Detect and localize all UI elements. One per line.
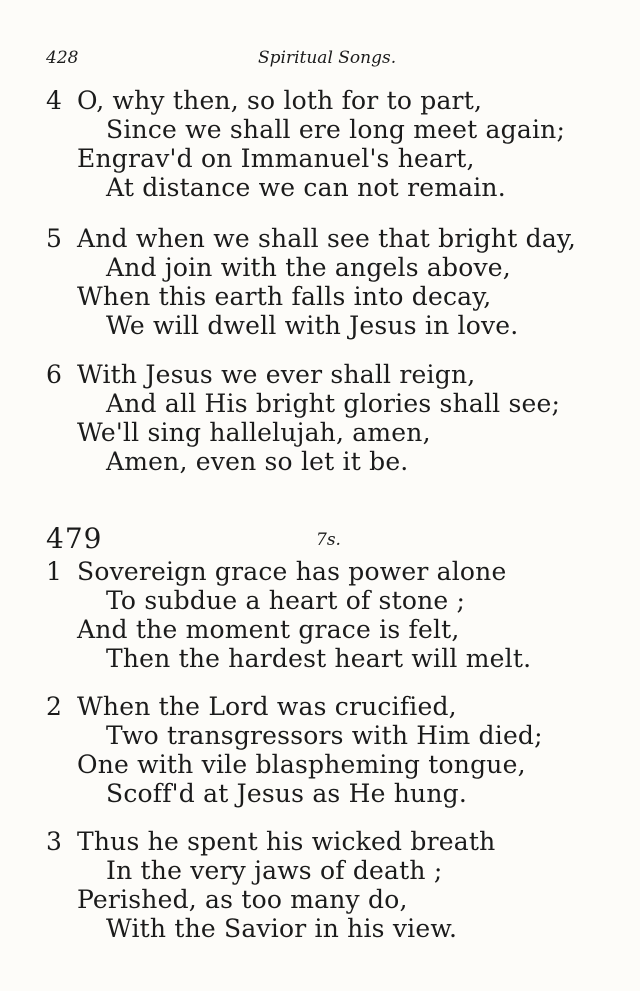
verse-line: With the Savior in his view. <box>106 914 458 943</box>
verse-line: When this earth falls into decay, <box>77 282 492 311</box>
page-header <box>46 48 606 72</box>
verse-line: Amen, even so let it be. <box>106 447 409 476</box>
verse-line: At distance we can not remain. <box>106 173 506 202</box>
verse-line: Sovereign grace has power alone <box>77 557 507 586</box>
verse-line: In the very jaws of death ; <box>106 856 443 885</box>
verse-line: Scoff'd at Jesus as He hung. <box>106 779 468 808</box>
verse-line: And all His bright glories shall see; <box>106 389 561 418</box>
verse-line: We'll sing hallelujah, amen, <box>77 418 431 447</box>
verse-number: 4 <box>46 86 62 115</box>
running-title: Spiritual Songs. <box>258 48 397 68</box>
verse-line: Two transgressors with Him died; <box>106 721 543 750</box>
verse-number: 3 <box>46 827 62 856</box>
hymn-meter: 7s. <box>316 530 341 550</box>
verse-line: Thus he spent his wicked breath <box>77 827 496 856</box>
verse-line: With Jesus we ever shall reign, <box>77 360 476 389</box>
verse-line: To subdue a heart of stone ; <box>106 586 466 615</box>
verse-line: When the Lord was crucified, <box>77 692 457 721</box>
verse-number: 1 <box>46 557 62 586</box>
verse-line: Engrav'd on Immanuel's heart, <box>77 144 475 173</box>
verse-line: O, why then, so loth for to part, <box>77 86 483 115</box>
verse-line: We will dwell with Jesus in love. <box>106 311 519 340</box>
verse-line: One with vile blaspheming tongue, <box>77 750 526 779</box>
verse-line: Perished, as too many do, <box>77 885 408 914</box>
verse-number: 5 <box>46 224 62 253</box>
verse-line: And join with the angels above, <box>106 253 511 282</box>
verse-line: And the moment grace is felt, <box>77 615 460 644</box>
verse-line: And when we shall see that bright day, <box>77 224 577 253</box>
hymn-number: 479 <box>46 522 103 555</box>
verse-number: 2 <box>46 692 62 721</box>
verse-number: 6 <box>46 360 62 389</box>
page-number: 428 <box>46 48 79 68</box>
verse-line: Then the hardest heart will melt. <box>106 644 532 673</box>
verse-line: Since we shall ere long meet again; <box>106 115 566 144</box>
